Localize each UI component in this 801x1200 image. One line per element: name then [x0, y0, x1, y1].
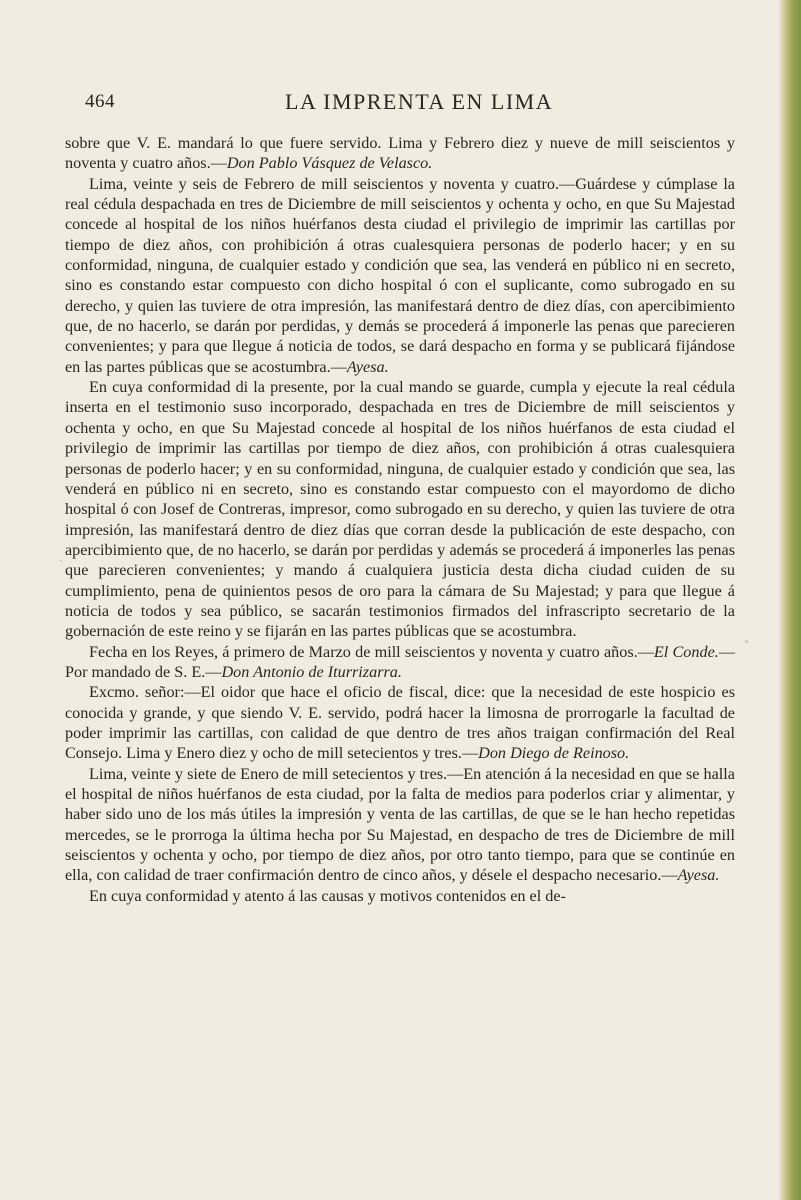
running-title: LA IMPRENTA EN LIMA [285, 89, 554, 114]
signature: Ayesa. [346, 357, 389, 376]
signature: Ayesa. [677, 866, 720, 885]
paragraph-1: sobre que V. E. mandará lo que fuere servido. Lima y Febrero diez y nueve de mill seiscientos y noventa y cuatro años.—Don Pablo Vásquez de Velasco. [65, 134, 735, 173]
signature: El Conde. [653, 642, 719, 661]
running-header [85, 89, 735, 119]
page-edge [779, 0, 801, 1200]
paragraph-4: Fecha en los Reyes, á primero de Marzo de mill seiscientos y noventa y cuatro años.—El Conde.—Por mandado de S. E.—Don Antonio de Iturrizarra. [65, 642, 736, 681]
signature: Don Diego de Reinoso. [478, 744, 630, 763]
body-text [65, 133, 735, 906]
paragraph-2: Lima, veinte y seis de Febrero de mill seiscientos y noventa y cuatro.—Guárdese y cúmplase la real cédula despachada en tres de Diciembre de mill seiscientos y ochenta y ocho, en que Su Majestad concede al hospital de los niños huérfanos desta ciudad el privilegio de imprimir las cartillas por tiempo de diez años, con prohibición á otras cualesquiera personas de poderlo hacer; y en su conformidad, ninguna, de cualquier estado y condición que sea, las venderá en público ni en secreto, sino es constando estar compuesto con dicho hospital ó con el suplicante, como subrogado en su derecho, y quien las tuviere de otra impresión, las manifestará dentro de diez días, con apercibimiento que, de no hacerlo, se darán por perdidas, y demás se procederá á imponerle las penas que parecieren convenientes; y para que llegue á noticia de todos, se dará despacho en forma y se publicará fijándose en las partes públicas que se acostumbra.—Ayesa. [65, 174, 735, 376]
signature: Don Antonio de Iturrizarra. [221, 662, 402, 681]
paragraph-7: En cuya conformidad y atento á las causas y motivos contenidos en el de- [89, 886, 566, 905]
paper-spot [745, 640, 748, 643]
paragraph-3: En cuya conformidad di la presente, por la cual mando se guarde, cumpla y ejecute la real cédula inserta en el testimonio suso incorporado, despachada en tres de Diciembre de mill seiscientos y ochenta y ocho, en que Su Majestad concede al hospital de los niños huérfanos de esta ciudad el privilegio de imprimir las cartillas por tiempo de diez años, con prohibición á otras cualesquiera personas de poderlo hacer; y en su conformidad, ninguna, de cualquier estado y condición que sea, las venderá en público ni en secreto, sino es constando estar compuesto con el mayordomo de dicho hospital ó con Josef de Contreras, impresor, como subrogado en su derecho, y quien las tuviere de otra impresión, las manifestará dentro de diez días que corran desde la publicación de este despacho, con apercibimiento que, de no hacerlo, se darán por perdidas y además se procederá á imponerles las penas que parecieren convenientes; y mando á cualquiera justicia desta dicha ciudad cuiden de su cumplimiento, pena de quinientos pesos de oro para la cámara de Su Majestad; y para que llegue á noticia de todos y sea público, se sacarán testimonios firmados del infrascripto secretario de la gobernación de este reino y se fijarán en las partes públicas que se acostumbra. [65, 378, 735, 641]
signature: Don Pablo Vásquez de Velasco. [226, 154, 433, 173]
paragraph-6: Lima, veinte y siete de Enero de mill setecientos y tres.—En atención á la necesidad en que se halla el hospital de niños huérfanos de esta ciudad, por la falta de medios para poderlos criar y alimentar, y haber sido uno de los más útiles la impresión y venta de las cartillas, de que se le han hecho repetidas mercedes, se le prorroga la última hecha por Su Majestad, en despacho de tres de Diciembre de mill seiscientos y ochenta y ocho, por tiempo de diez años, por otro tanto tiempo, para que se continúe en ella, con calidad de traer confirmación dentro de cinco años, y désele el despacho necesario.—Ayesa. [65, 764, 735, 885]
paper-spot [60, 560, 62, 562]
paragraph-5: Excmo. señor:—El oidor que hace el oficio de fiscal, dice: que la necesidad de este hospicio es conocida y grande, y que siendo V. E. servido, podrá hacer la limosna de prorrogarle la facultad de poder imprimir las cartillas, con calidad de que dentro de tres años traigan confirmación del Real Consejo. Lima y Enero diez y ocho de mill setecientos y tres.—Don Diego de Reinoso. [65, 683, 735, 763]
page-number: 464 [85, 91, 115, 112]
